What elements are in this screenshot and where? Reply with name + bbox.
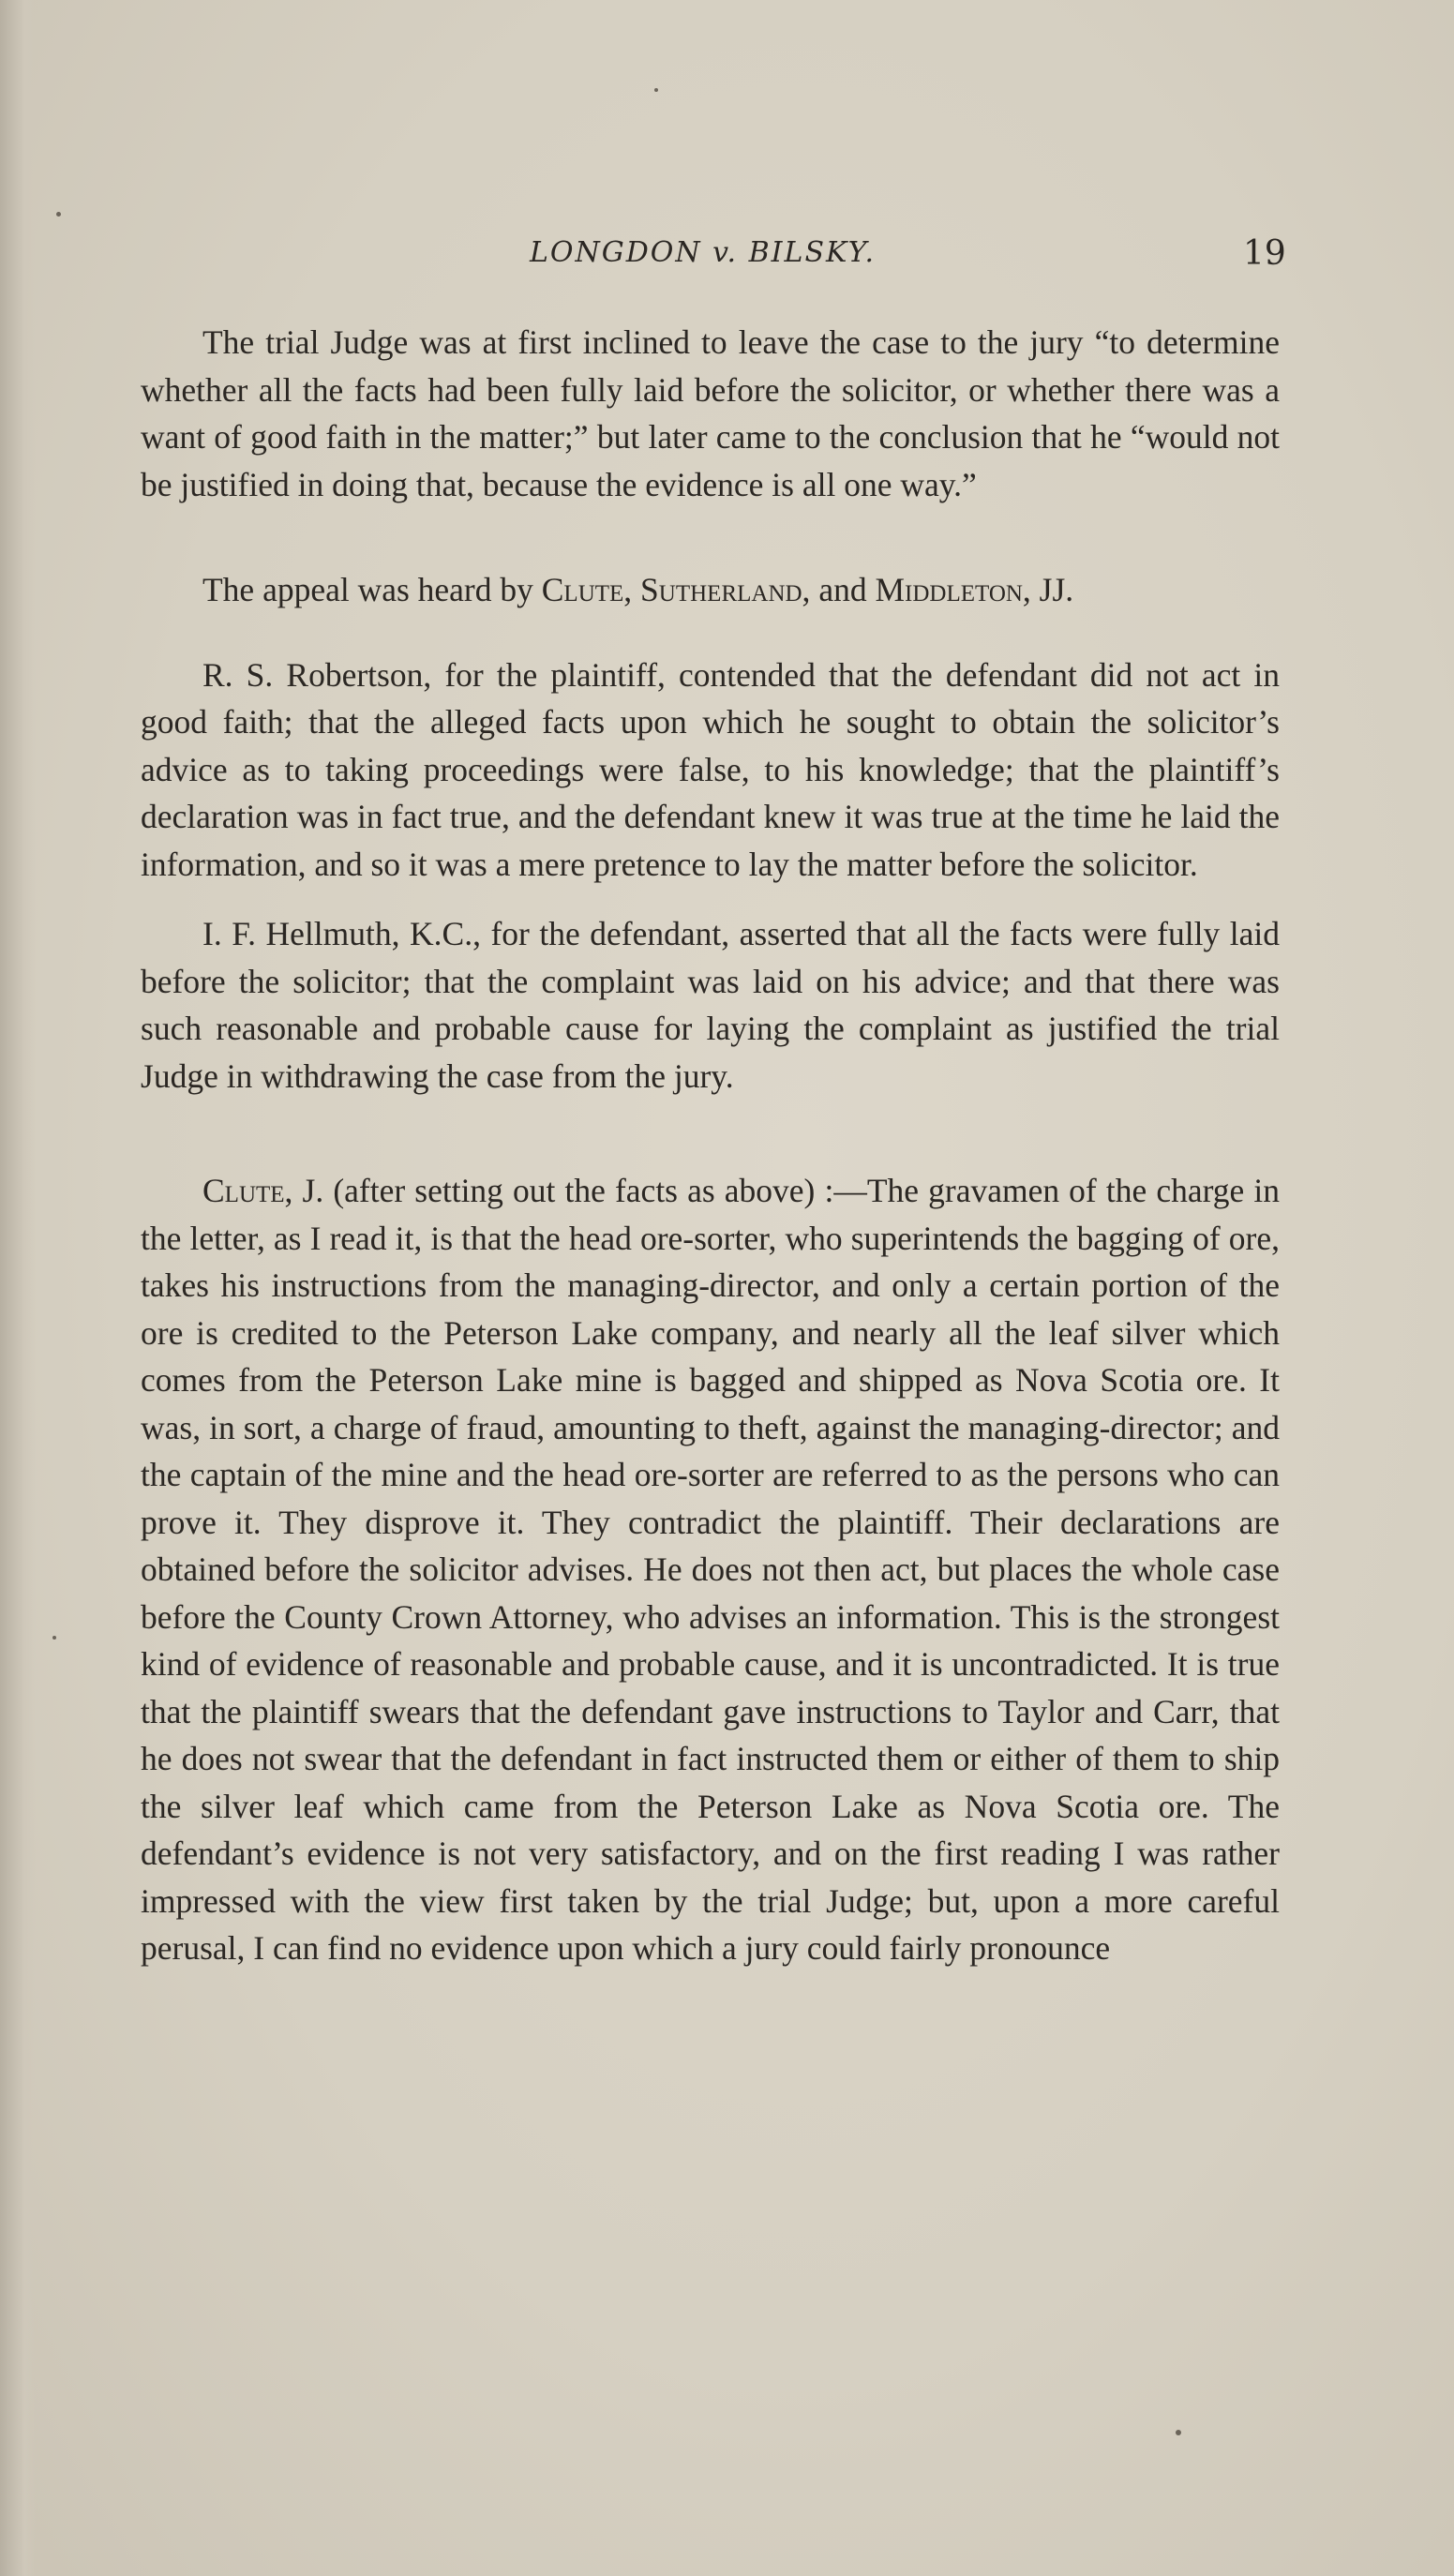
paper-speck [52,1636,56,1640]
paragraph-defendant-counsel: I. F. Hellmuth, K.C., for the defendant, asserted that all the facts were fully laid before the solicitor; that the complaint was laid on his advice; and that there was such reasonable and probable cause for laying the complaint as justified the trial Judge in withdrawing the case from the jury. [141,915,1280,1095]
conjunction-and: and [818,571,867,608]
judgment-speaker: Clute, J. [202,1172,324,1209]
judges-names: Clute, Sutherland, [541,571,811,608]
body-text [141,319,1280,1972]
paragraph-plaintiff-counsel: R. S. Robertson, for the plaintiff, contended that the defendant did not act in good faith; that the alleged facts upon which he sought to obtain the solicitor’s advice as to taking proceedings were false, to his knowledge; that the plaintiff’s declaration was in fact true, and the defendant knew it was true at the time he laid the information, and so it was a mere pretence to lay the matter before the solicitor. [141,655,1280,883]
paragraph-appeal-heard [141,566,1280,614]
page-gutter-shadow [0,0,36,2576]
judgment-text: (after setting out the facts as above) :—The gravamen of the charge in the letter, as I read it, is that the head ore-sorter, who superintends the bagging of ore, takes his instructions from the managing-director, and only a certain portion of the ore is credited to the Peterson Lake company, and nearly all the leaf silver which comes from the Peterson Lake mine is bagged and shipped as Nova Scotia ore. It was, in sort, a charge of fraud, amounting to theft, against the managing-director; and the captain of the mine and the head ore-sorter are referred to as the persons who can prove it. They disprove it. They contradict the plaintiff. Their declarations are obtained before the solicitor advises. He does not then act, but places the whole case before the County Crown Attorney, who advises an information. This is the strongest kind of evidence of reasonable and probable cause, and it is uncontradicted. It is true that the plaintiff swears that the defendant gave instructions to Taylor and Carr, that he does not swear that the defendant in fact instructed them or either of them to ship the silver leaf which came from the Peterson Lake as Nova Scotia ore. The defendant’s evidence is not very satisfactory, and on the first reading I was rather impressed with the view first taken by the trial Judge; but, upon a more careful perusal, I can find no evidence upon which a jury could fairly pronounce [141,1172,1280,1967]
paragraph-judgment [141,1167,1280,1972]
paragraph-trial-judge: The trial Judge was at first inclined to leave the case to the jury “to determine whether all the facts had been fully laid before the solicitor, or whether there was a want of good faith in the matter;” but later came to the conclusion that he “would not be justified in doing that, because the evidence is all one way.” [141,323,1280,503]
running-head: LONGDON v. BILSKY. [530,236,877,269]
paper-speck [654,88,658,92]
paper-speck [56,212,61,217]
page-number: 19 [1243,234,1286,273]
paper-speck [1176,2430,1181,2435]
appeal-lead-text: The appeal was heard by [202,571,533,608]
last-judge-name: Middleton, JJ. [875,571,1074,608]
